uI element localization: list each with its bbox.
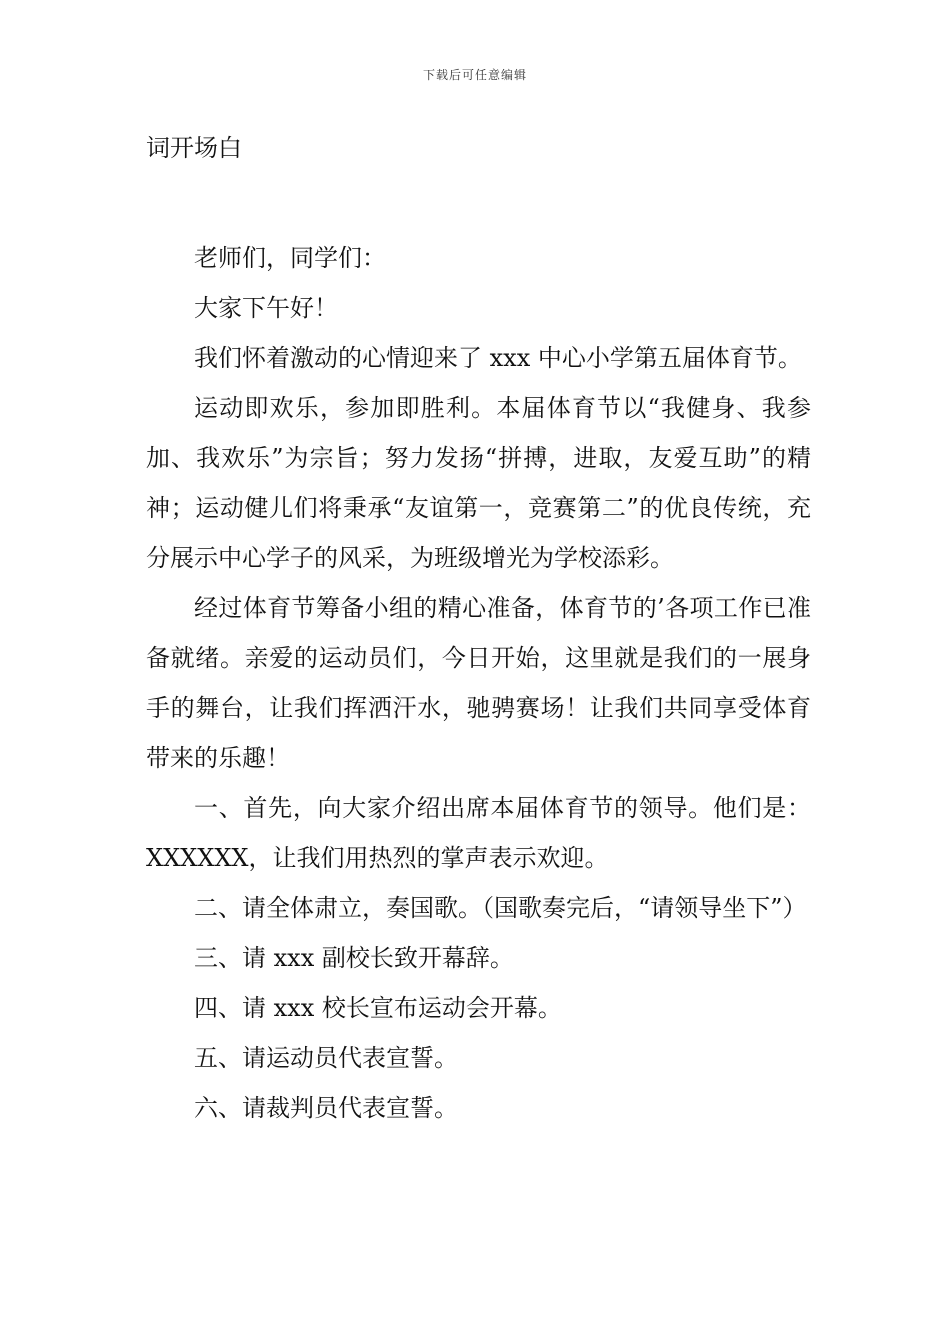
agenda-item-2: 二、请全体肃立，奏国歌。（国歌奏完后，“请领导坐下”） <box>194 894 807 922</box>
agenda-item-3: 三、请 xxx 副校长致开幕辞。 <box>194 944 514 972</box>
document-body <box>146 233 811 1133</box>
page-header-note: 下载后可任意编辑 <box>422 68 527 82</box>
agenda-item-5: 五、请运动员代表宣誓。 <box>194 1044 458 1072</box>
paragraph-purpose: 运动即欢乐，参加即胜利。本届体育节以“我健身、我参加、我欢乐”为宗旨；努力发扬“拼搏，进取，友爱互助”的精神；运动健儿们将秉承“友谊第一，竞赛第二”的优良传统，充分展示中心学子的风采，为班级增光为学校添彩。 <box>146 394 811 572</box>
paragraph-greeting: 老师们，同学们： <box>194 244 386 272</box>
paragraph-preparation: 经过体育节筹备小组的精心准备，体育节的’各项工作已准备就绪。亲爱的运动员们，今日开始，这里就是我们的一展身手的舞台，让我们挥洒汗水，驰骋赛场！让我们共同享受体育带来的乐趣！ <box>146 594 811 772</box>
document-title: 词开场白 <box>146 134 242 162</box>
paragraph-welcome: 我们怀着激动的心情迎来了 xxx 中心小学第五届体育节。 <box>194 344 802 372</box>
agenda-item-6: 六、请裁判员代表宣誓。 <box>194 1094 458 1122</box>
agenda-item-1: 一、首先，向大家介绍出席本届体育节的领导。他们是：XXXXXX，让我们用热烈的掌声表示欢迎。 <box>146 794 811 872</box>
paragraph-good-afternoon: 大家下午好！ <box>194 294 338 322</box>
agenda-item-4: 四、请 xxx 校长宣布运动会开幕。 <box>194 994 562 1022</box>
